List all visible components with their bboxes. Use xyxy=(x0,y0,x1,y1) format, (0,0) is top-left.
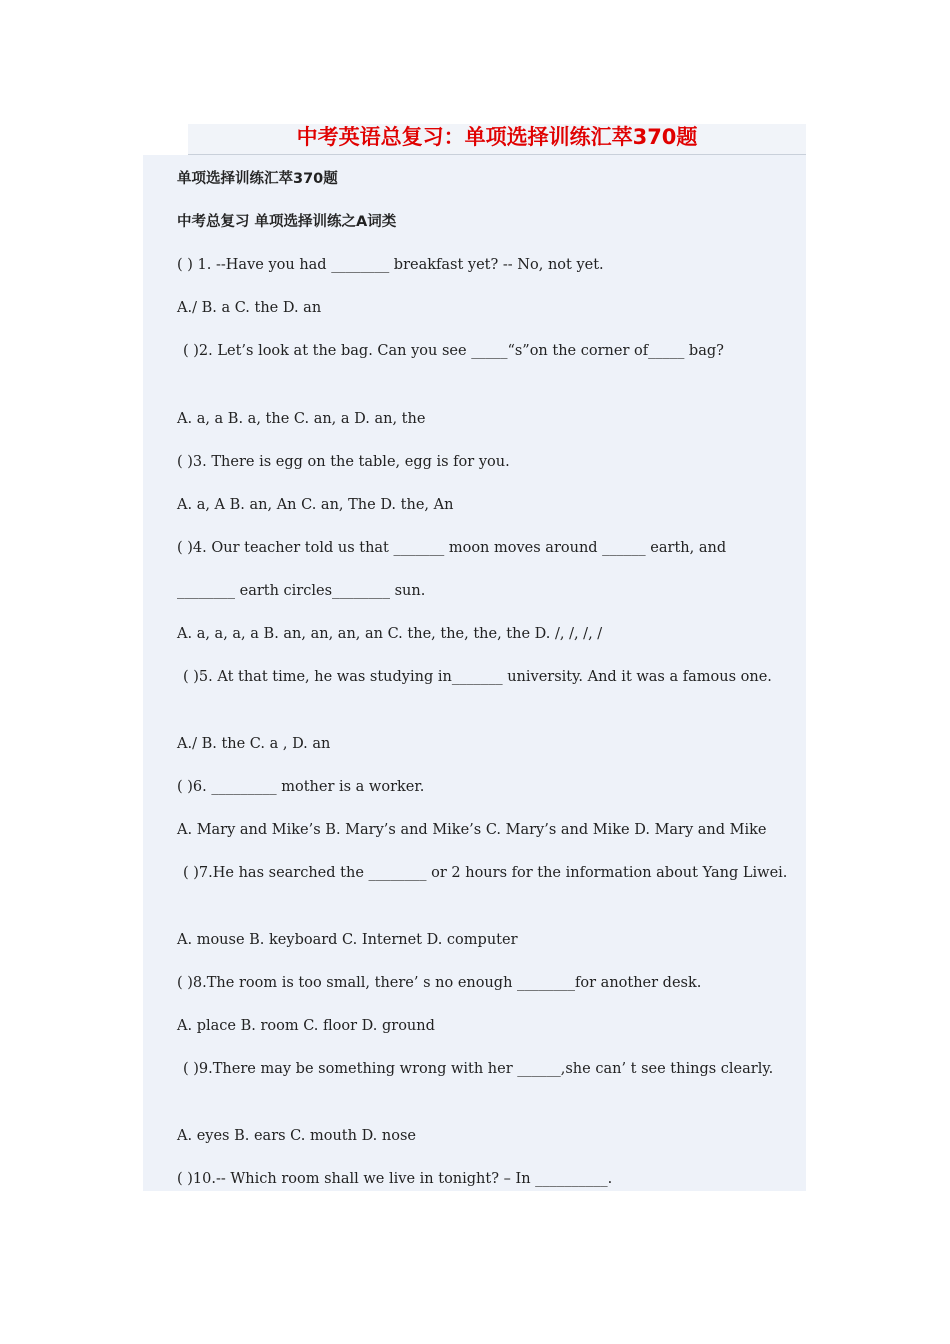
options-9: A. eyes B. ears C. mouth D. nose xyxy=(177,1128,416,1144)
question-9: ( )9.There may be something wrong with her ______,she can’ t see things clearly. xyxy=(183,1061,774,1077)
section-heading: 单项选择训练汇萃370题 xyxy=(177,171,338,187)
subsection-heading: 中考总复习 单项选择训练之A词类 xyxy=(177,214,397,230)
question-10: ( )10.-- Which room shall we live in tonight? – In __________. xyxy=(177,1171,613,1187)
document-body xyxy=(143,155,806,1191)
question-6: ( )6. _________ mother is a worker. xyxy=(177,779,425,795)
options-4: A. a, a, a, a B. an, an, an, an C. the, the, the, the D. /, /, /, / xyxy=(177,626,603,642)
question-7: ( )7.He has searched the ________ or 2 hours for the information about Yang Liwei. xyxy=(183,865,788,881)
question-4-continued: ________ earth circles________ sun. xyxy=(177,583,426,599)
page-title: 中考英语总复习：单项选择训练汇萃370题 xyxy=(296,125,698,149)
question-8: ( )8.The room is too small, there’ s no enough ________for another desk. xyxy=(177,975,702,991)
question-5: ( )5. At that time, he was studying in_______ university. And it was a famous one. xyxy=(183,669,772,685)
options-3: A. a, A B. an, An C. an, The D. the, An xyxy=(177,497,454,513)
options-5: A./ B. the C. a , D. an xyxy=(177,736,331,752)
title-bar xyxy=(188,124,806,155)
question-4: ( )4. Our teacher told us that _______ moon moves around ______ earth, and xyxy=(177,540,727,556)
options-2: A. a, a B. a, the C. an, a D. an, the xyxy=(177,411,426,427)
options-8: A. place B. room C. floor D. ground xyxy=(177,1018,435,1034)
question-2: ( )2. Let’s look at the bag. Can you see _____“s”on the corner of_____ bag? xyxy=(183,343,724,359)
options-1: A./ B. a C. the D. an xyxy=(177,300,322,316)
question-1: ( ) 1. --Have you had ________ breakfast yet? -- No, not yet. xyxy=(177,257,604,273)
question-3: ( )3. There is egg on the table, egg is for you. xyxy=(177,454,510,470)
options-7: A. mouse B. keyboard C. Internet D. computer xyxy=(177,932,518,948)
options-6: A. Mary and Mike’s B. Mary’s and Mike’s C. Mary’s and Mike D. Mary and Mike xyxy=(177,822,767,838)
